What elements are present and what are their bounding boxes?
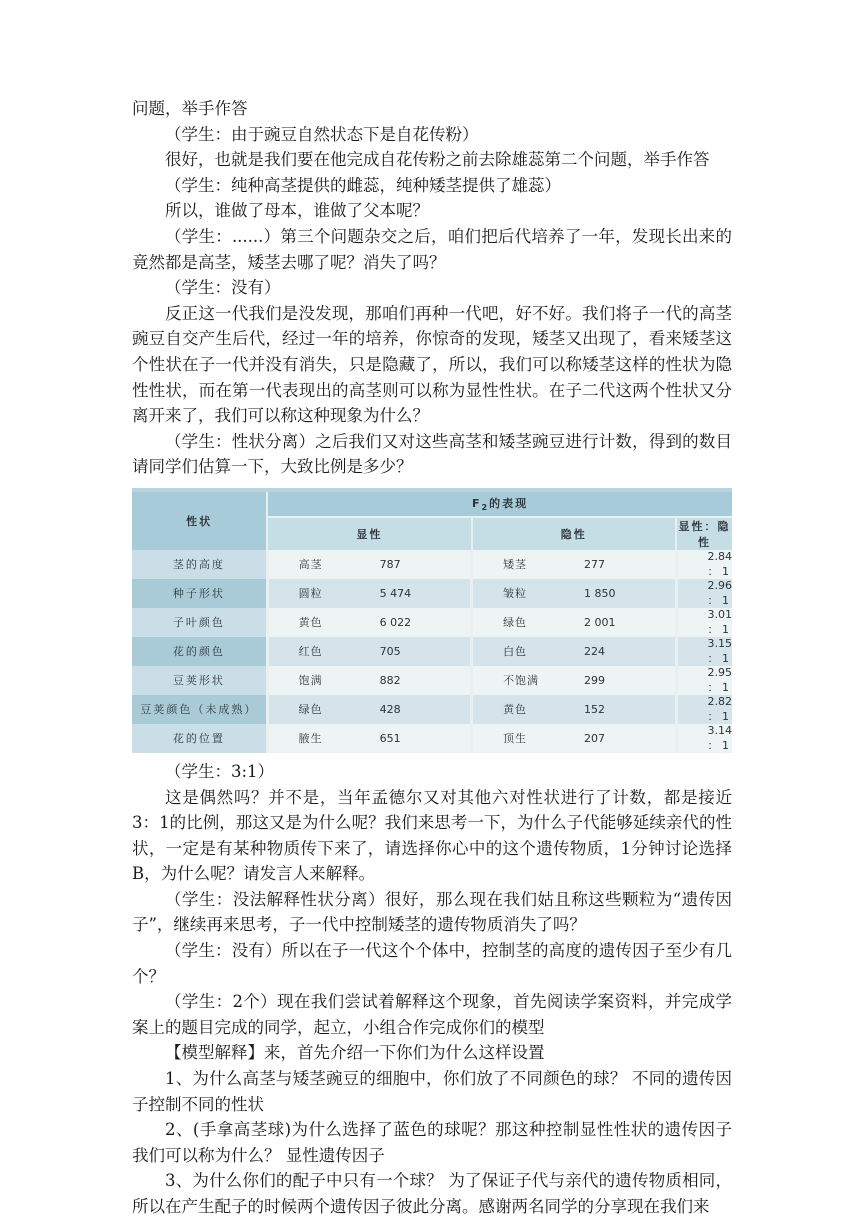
trait-cell: 种子形状	[132, 579, 267, 608]
dominant-count: 787	[360, 550, 472, 579]
header-recessive: 隐性	[472, 517, 676, 550]
recessive-name: 矮茎	[472, 550, 564, 579]
paragraph: （学生：性状分离）之后我们又对这些高茎和矮茎豌豆进行计数，得到的数目请同学们估算一下，大致比例是多少？	[132, 431, 732, 477]
table-row	[132, 666, 732, 695]
table-row	[132, 637, 732, 666]
recessive-name: 皱粒	[472, 579, 564, 608]
paragraph: （学生：没有）	[165, 278, 281, 298]
recessive-name: 不饱满	[472, 666, 564, 695]
paragraph: （学生：纯种高茎提供的雌蕊，纯种矮茎提供了雄蕊）	[165, 175, 561, 195]
trait-cell: 茎的高度	[132, 550, 267, 579]
dominant-count: 705	[360, 637, 472, 666]
paragraph: 很好，也就是我们要在他完成自花传粉之前去除雄蕊第二个问题，举手作答	[165, 150, 710, 170]
f2-results-table	[132, 492, 732, 753]
recessive-count: 152	[564, 695, 676, 724]
paragraph: 反正这一代我们是没发现，那咱们再种一代吧，好不好。我们将子一代的高茎豌豆自交产生后代，经过一年的培养，你惊奇的发现，矮茎又出现了，看来矮茎这个性状在子一代并没有消失，只是隐藏了，所以，我们可以称矮茎这样的性状为隐性性状，而在第一代表现出的高茎则可以称为显性性状。在子二代这两个性状又分离开来了，我们可以称这种现象为什么？	[132, 303, 732, 426]
header-trait: 性状	[132, 492, 267, 550]
dominant-count: 651	[360, 724, 472, 753]
recessive-count: 277	[564, 550, 676, 579]
dominant-name: 绿色	[267, 695, 359, 724]
ratio-cell: 3.15 ： 1	[676, 637, 732, 666]
trait-cell: 豆荚颜色（未成熟）	[132, 695, 267, 724]
dominant-name: 饱满	[267, 666, 359, 695]
paragraph: （学生：3:1）	[165, 761, 275, 781]
dominant-name: 圆粒	[267, 579, 359, 608]
paragraph: 【模型解释】来，首先介绍一下你们为什么这样设置	[165, 1043, 545, 1063]
table-row	[132, 608, 732, 637]
recessive-name: 白色	[472, 637, 564, 666]
recessive-name: 绿色	[472, 608, 564, 637]
dominant-count: 428	[360, 695, 472, 724]
paragraph: 问题，举手作答	[132, 99, 248, 118]
f2-results-table-figure	[132, 488, 732, 753]
table-row	[132, 579, 732, 608]
recessive-count: 1 850	[564, 579, 676, 608]
paragraph: 2、(手拿高茎球)为什么选择了蓝色的球呢？那这种控制显性性状的遗传因子我们可以称为什么？ 显性遗传因子	[132, 1120, 732, 1165]
trait-cell: 豆荚形状	[132, 666, 267, 695]
header-f2-sub: 2	[481, 503, 490, 513]
dominant-name: 腋生	[267, 724, 359, 753]
recessive-count: 2 001	[564, 608, 676, 637]
ratio-cell: 2.82 ： 1	[676, 695, 732, 724]
paragraph: （学生：没有）所以在子一代这个个体中，控制茎的高度的遗传因子至少有几个？	[132, 941, 732, 986]
header-f2	[267, 492, 732, 517]
paragraphs-bottom	[132, 759, 738, 1220]
header-dominant: 显性	[267, 517, 471, 550]
ratio-cell: 2.84 ： 1	[676, 550, 732, 579]
trait-cell: 花的位置	[132, 724, 267, 753]
recessive-name: 顶生	[472, 724, 564, 753]
recessive-count: 299	[564, 666, 676, 695]
recessive-name: 黄色	[472, 695, 564, 724]
trait-cell: 花的颜色	[132, 637, 267, 666]
ratio-cell: 2.95 ： 1	[676, 666, 732, 695]
ratio-cell: 2.96 ： 1	[676, 579, 732, 608]
document-page	[132, 96, 738, 1220]
paragraph: 这是偶然吗？并不是，当年孟德尔又对其他六对性状进行了计数，都是接近3：1的比例，那这又是为什么呢？我们来思考一下，为什么子代能够延续亲代的性状，一定是有某种物质传下来了，请选择你心中的这个遗传物质，1分钟讨论选择 B，为什么呢？请发言人来解释。	[132, 787, 738, 884]
table-row	[132, 695, 732, 724]
trait-cell: 子叶颜色	[132, 608, 267, 637]
recessive-count: 224	[564, 637, 676, 666]
dominant-count: 5 474	[360, 579, 472, 608]
table-row	[132, 550, 732, 579]
paragraph: （学生：由于豌豆自然状态下是自花传粉）	[165, 124, 479, 144]
ratio-cell: 3.14 ： 1	[676, 724, 732, 753]
header-f2-prefix: F	[472, 497, 482, 511]
paragraph: 所以，谁做了母本，谁做了父本呢？	[165, 201, 429, 221]
table-row	[132, 724, 732, 753]
dominant-name: 红色	[267, 637, 359, 666]
paragraph: 1、为什么高茎与矮茎豌豆的细胞中，你们放了不同颜色的球？ 不同的遗传因子控制不同的性状	[132, 1069, 732, 1114]
paragraph: （学生：......）第三个问题杂交之后，咱们把后代培养了一年，发现长出来的竟然都是高茎，矮茎去哪了呢？消失了吗？	[132, 226, 732, 272]
header-ratio: 显性：隐性	[676, 517, 732, 550]
paragraphs-top	[132, 96, 732, 480]
dominant-count: 6 022	[360, 608, 472, 637]
recessive-count: 207	[564, 724, 676, 753]
header-f2-suffix: 的表现	[489, 497, 529, 511]
paragraph: （学生：没法解释性状分离）很好，那么现在我们姑且称这些颗粒为“遗传因子”，继续再来思考，子一代中控制矮茎的遗传物质消失了吗？	[132, 889, 732, 935]
dominant-name: 黄色	[267, 608, 359, 637]
dominant-name: 高茎	[267, 550, 359, 579]
dominant-count: 882	[360, 666, 472, 695]
paragraph: 3、为什么你们的配子中只有一个球？ 为了保证子代与亲代的遗传物质相同，所以在产生配子的时候两个遗传因子彼此分离。感谢两名同学的分享现在我们来	[132, 1171, 732, 1216]
ratio-cell: 3.01 ： 1	[676, 608, 732, 637]
paragraph: （学生：2个）现在我们尝试着解释这个现象，首先阅读学案资料，并完成学案上的题目完成的同学，起立，小组合作完成你们的模型	[132, 992, 732, 1037]
